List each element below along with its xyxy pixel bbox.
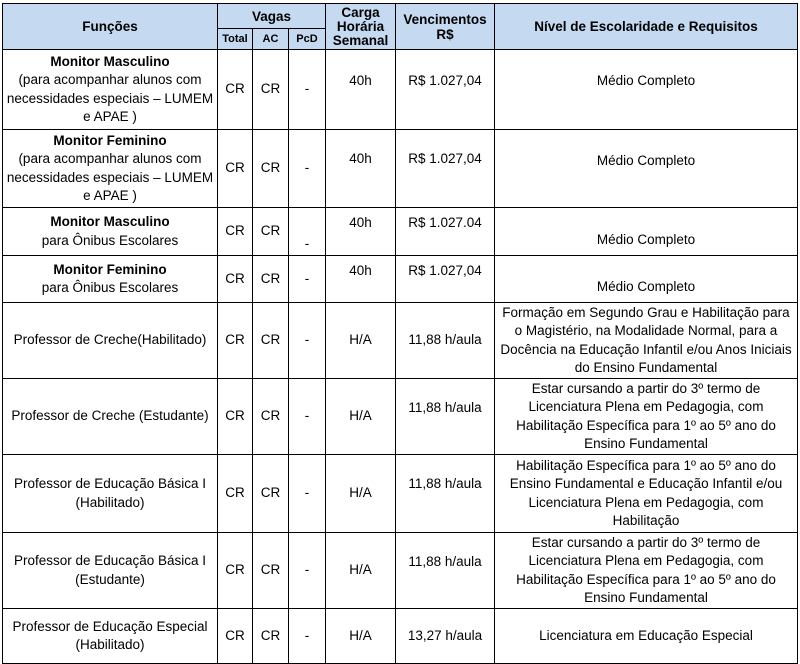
- funcao-title: Monitor Masculino: [50, 53, 170, 69]
- header-vencimentos: Vencimentos R$: [396, 4, 495, 50]
- cell-funcao: [3, 379, 218, 455]
- table-row: [3, 379, 798, 455]
- cell-requisitos: Estar cursando a partir do 3º termo de Licenciatura Plena em Pedagogia, com Habilitação Específica para 1º ao 5º ano do Ensino Fundamental: [495, 379, 798, 455]
- funcao-subtitle: para Ônibus Escolares: [41, 280, 179, 295]
- cell-ac: CR: [253, 256, 289, 303]
- cell-carga: H/A: [326, 609, 396, 664]
- funcao-subtitle: para Ônibus Escolares: [41, 232, 179, 248]
- cell-pcd: -: [289, 50, 326, 130]
- funcao-title: Monitor Feminino: [53, 261, 167, 277]
- header-total: Total: [218, 29, 253, 50]
- header-pcd: PcD: [289, 29, 326, 50]
- header-nivel: Nível de Escolaridade e Requisitos: [495, 4, 798, 50]
- cell-vencimento: R$ 1.027,04: [396, 130, 495, 208]
- cell-pcd: -: [289, 256, 326, 303]
- cell-ac: CR: [253, 455, 289, 533]
- header-ac: AC: [253, 29, 289, 50]
- cell-vencimento: R$ 1.027,04: [396, 256, 495, 303]
- cell-requisitos: Médio Completo: [495, 256, 798, 303]
- funcao-subtitle: Professor de Educação Básica I (Estudante): [13, 553, 207, 587]
- cell-requisitos: Médio Completo: [495, 130, 798, 208]
- cell-carga: 40h: [326, 50, 396, 130]
- cell-vencimento: 11,88 h/aula: [396, 303, 495, 379]
- funcao-subtitle: Professor de Educação Básica I (Habilitado): [13, 476, 207, 510]
- cell-carga: H/A: [326, 455, 396, 533]
- table-row: [3, 303, 798, 379]
- cell-carga: H/A: [326, 303, 396, 379]
- funcao-subtitle: (para acompanhar alunos com necessidades especiais – LUMEM e APAE ): [6, 151, 214, 203]
- cell-requisitos: Licenciatura em Educação Especial: [495, 609, 798, 664]
- cell-requisitos: Estar cursando a partir do 3º termo de Licenciatura Plena em Pedagogia, com Habilitação Específica para 1º ao 5º ano do Ensino Fundamental: [495, 533, 798, 609]
- cell-total: CR: [218, 379, 253, 455]
- cell-ac: CR: [253, 533, 289, 609]
- cell-ac: CR: [253, 50, 289, 130]
- job-positions-table: [2, 3, 798, 664]
- cell-carga: H/A: [326, 533, 396, 609]
- cell-vencimento: R$ 1.027.04: [396, 208, 495, 256]
- header-carga: Carga Horária Semanal: [326, 4, 396, 50]
- cell-vencimento: R$ 1.027,04: [396, 50, 495, 130]
- funcao-subtitle: Professor de Educação Especial (Habilitado): [12, 618, 208, 652]
- cell-funcao: [3, 303, 218, 379]
- cell-requisitos: Habilitação Específica para 1º ao 5º ano do Ensino Fundamental e Educação Infantil e/ou Licenciatura Plena em Pedagogia, com Habilitação: [495, 455, 798, 533]
- cell-requisitos: Médio Completo: [495, 50, 798, 130]
- cell-total: CR: [218, 130, 253, 208]
- table-row: [3, 208, 798, 256]
- cell-requisitos: Médio Completo: [495, 208, 798, 256]
- cell-pcd: -: [289, 303, 326, 379]
- cell-carga: 40h: [326, 130, 396, 208]
- cell-total: CR: [218, 303, 253, 379]
- header-vagas: Vagas: [218, 4, 326, 29]
- cell-total: CR: [218, 455, 253, 533]
- cell-ac: CR: [253, 379, 289, 455]
- cell-total: CR: [218, 50, 253, 130]
- cell-total: CR: [218, 609, 253, 664]
- cell-pcd: -: [289, 379, 326, 455]
- table-row: [3, 609, 798, 664]
- funcao-title: Monitor Feminino: [53, 132, 167, 148]
- cell-total: CR: [218, 533, 253, 609]
- cell-funcao: [3, 455, 218, 533]
- cell-vencimento: 11,88 h/aula: [396, 455, 495, 533]
- header-funcoes: Funções: [3, 4, 218, 50]
- cell-vencimento: 11,88 h/aula: [396, 533, 495, 609]
- funcao-title: Monitor Masculino: [50, 214, 170, 229]
- cell-total: CR: [218, 208, 253, 256]
- table-row: [3, 256, 798, 303]
- cell-carga: H/A: [326, 379, 396, 455]
- cell-total: CR: [218, 256, 253, 303]
- cell-pcd: -: [289, 208, 326, 256]
- cell-ac: CR: [253, 130, 289, 208]
- cell-carga: 40h: [326, 208, 396, 256]
- cell-funcao: [3, 208, 218, 256]
- cell-ac: CR: [253, 208, 289, 256]
- cell-funcao: [3, 256, 218, 303]
- cell-funcao: [3, 130, 218, 208]
- cell-pcd: -: [289, 130, 326, 208]
- funcao-subtitle: Professor de Creche (Estudante): [11, 408, 209, 424]
- cell-pcd: -: [289, 455, 326, 533]
- cell-vencimento: 13,27 h/aula: [396, 609, 495, 664]
- funcao-subtitle: (para acompanhar alunos com necessidades especiais – LUMEM e APAE ): [6, 72, 214, 124]
- table-row: [3, 455, 798, 533]
- cell-requisitos: Formação em Segundo Grau e Habilitação para o Magistério, na Modalidade Normal, para a Docência na Educação Infantil e/ou Anos Iniciais do Ensino Fundamental: [495, 303, 798, 379]
- header-row: [3, 4, 798, 29]
- cell-carga: 40h: [326, 256, 396, 303]
- funcao-subtitle: Professor de Creche(Habilitado): [13, 332, 207, 348]
- cell-funcao: [3, 50, 218, 130]
- table-row: [3, 533, 798, 609]
- table-row: [3, 130, 798, 208]
- cell-pcd: -: [289, 533, 326, 609]
- cell-ac: CR: [253, 303, 289, 379]
- cell-ac: CR: [253, 609, 289, 664]
- cell-pcd: -: [289, 609, 326, 664]
- cell-funcao: [3, 533, 218, 609]
- cell-vencimento: 11,88 h/aula: [396, 379, 495, 455]
- cell-funcao: [3, 609, 218, 664]
- table-row: [3, 50, 798, 130]
